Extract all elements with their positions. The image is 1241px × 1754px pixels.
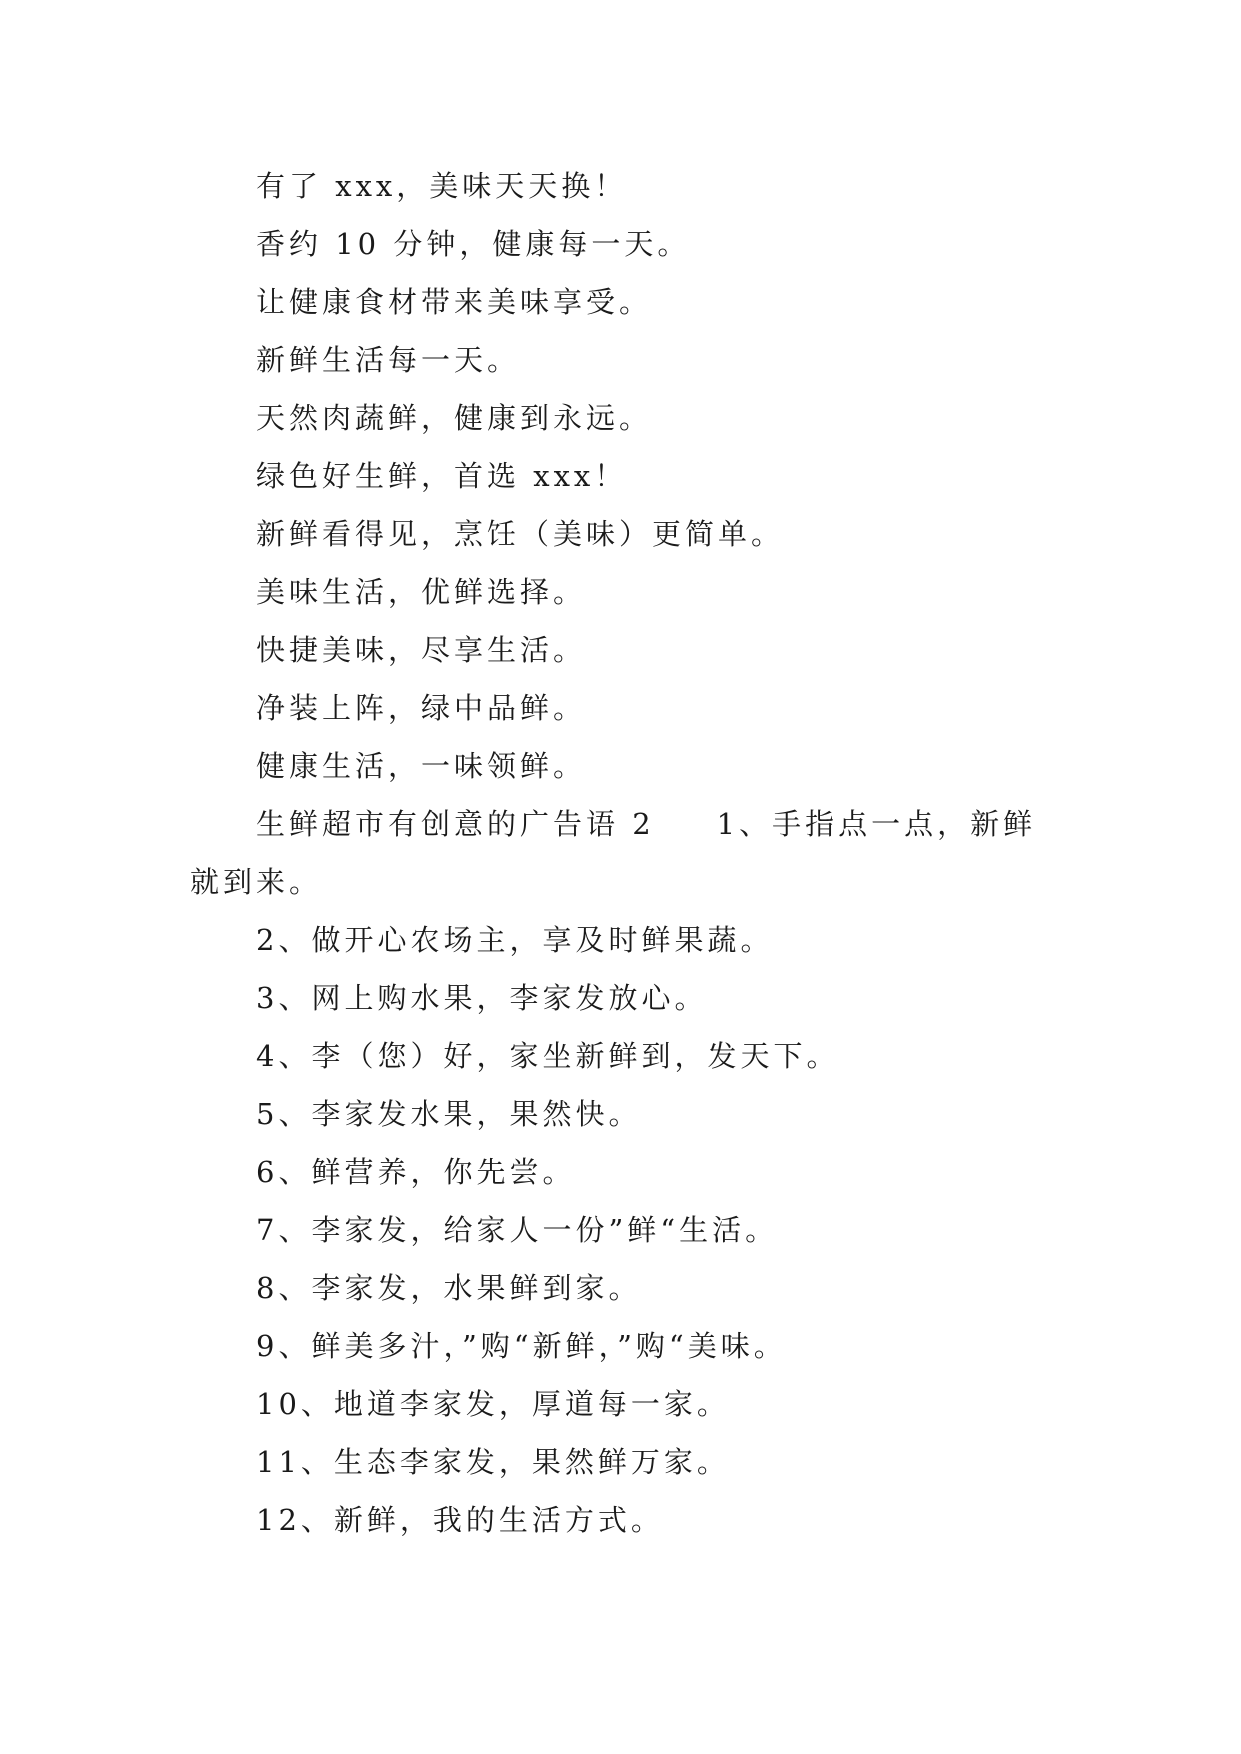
paragraph: 让健康食材带来美味享受。 (256, 285, 653, 319)
paragraph: 净装上阵，绿中品鲜。 (256, 691, 587, 725)
list-item: 1、手指点一点，新鲜就到来。 (190, 807, 1037, 899)
list-item: 5、李家发水果，果然快。 (256, 1097, 642, 1131)
list-item: 8、李家发，水果鲜到家。 (256, 1271, 642, 1305)
paragraph: 新鲜生活每一天。 (256, 343, 521, 377)
list-item: 3、网上购水果，李家发放心。 (256, 981, 708, 1015)
paragraph: 健康生活，一味领鲜。 (256, 749, 587, 783)
list-item: 6、鲜营养，你先尝。 (256, 1155, 576, 1189)
document-body (190, 157, 1060, 1549)
list-item: 2、做开心农场主，享及时鲜果蔬。 (256, 923, 774, 957)
list-item: 4、李（您）好，家坐新鲜到，发天下。 (256, 1039, 840, 1073)
paragraph: 天然肉蔬鲜，健康到永远。 (256, 401, 653, 435)
paragraph: 绿色好生鲜，首选 xxx！ (256, 459, 628, 493)
section-paragraph (190, 795, 1060, 911)
list-item: 12、新鲜，我的生活方式。 (256, 1503, 664, 1537)
list-item: 9、鲜美多汁，”购“新鲜，”购“美味。 (256, 1329, 787, 1363)
list-item: 7、李家发，给家人一份”鲜“生活。 (256, 1213, 779, 1247)
paragraph: 香约 10 分钟，健康每一天。 (256, 227, 691, 261)
paragraph: 美味生活，优鲜选择。 (256, 575, 587, 609)
paragraph: 有了 xxx，美味天天换！ (256, 169, 628, 203)
paragraph: 快捷美味，尽享生活。 (256, 633, 587, 667)
section-heading: 生鲜超市有创意的广告语 2 (256, 807, 655, 841)
list-item: 10、地道李家发，厚道每一家。 (256, 1387, 730, 1421)
list-item: 11、生态李家发，果然鲜万家。 (256, 1445, 730, 1479)
paragraph: 新鲜看得见，烹饪（美味）更简单。 (256, 517, 785, 551)
